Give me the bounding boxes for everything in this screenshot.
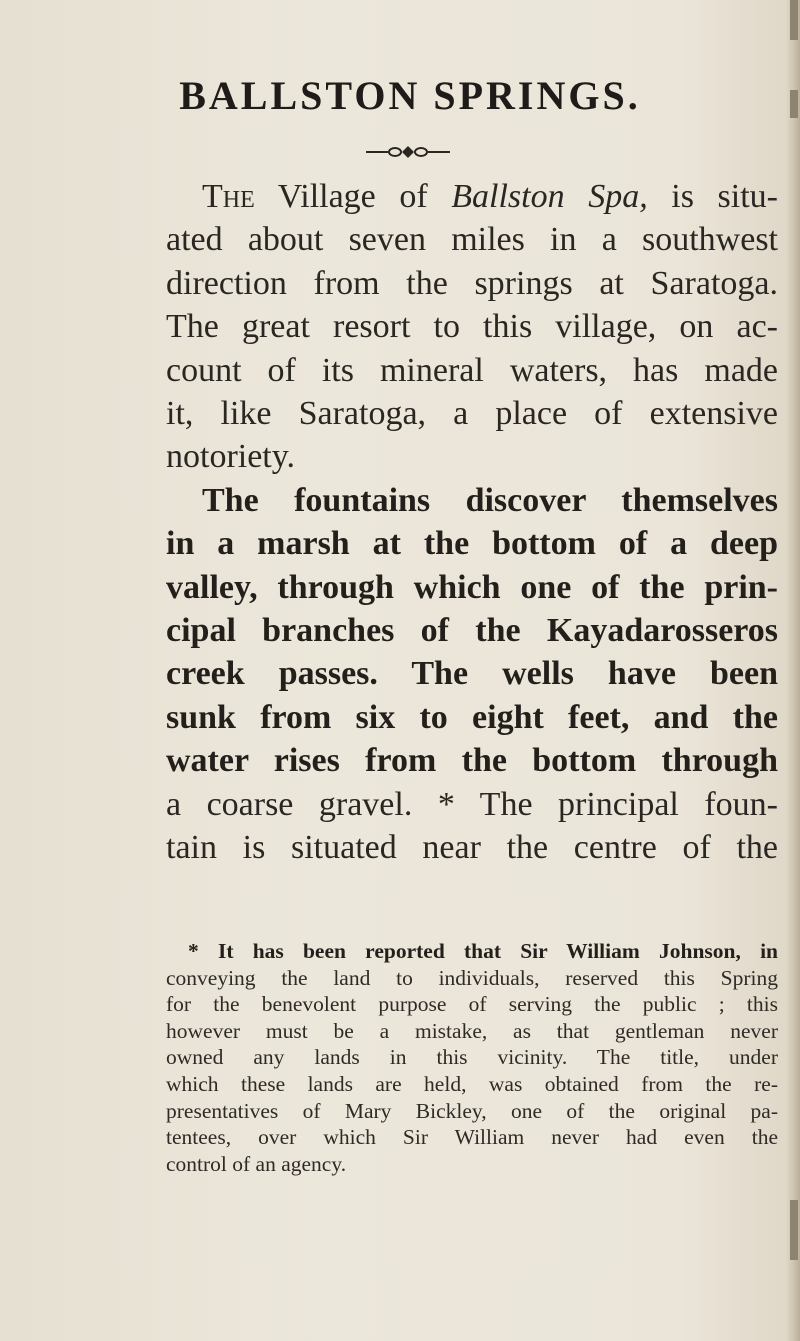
footnote-line: which these lands are held, was obtained from the re- [166, 1071, 778, 1096]
text-line: valley, through which one of the prin- [166, 568, 778, 606]
footnote-line: presentatives of Mary Bickley, one of the original pa- [166, 1098, 778, 1123]
footnote-line: however must be a mistake, as that gentleman never [166, 1018, 778, 1043]
text-line: water rises from the bottom through [166, 742, 778, 780]
text-line: cipal branches of the Kayadarosseros [166, 612, 778, 650]
edge-mark [790, 0, 798, 40]
text-line: direction from the springs at Saratoga. [166, 264, 778, 302]
footnote-line: owned any lands in this vicinity. The title, under [166, 1045, 778, 1070]
footnote-line: conveying the land to individuals, reserved this Spring [166, 965, 778, 990]
text-line: count of its mineral waters, has made [166, 351, 778, 389]
place-name: Ballston Spa, [451, 178, 648, 215]
main-text [166, 175, 778, 870]
line-fragment: Village of [254, 178, 452, 215]
footnote [166, 938, 778, 1177]
ornament-rule-icon [358, 145, 458, 159]
edge-mark [790, 1200, 798, 1260]
text-line [166, 175, 778, 218]
first-word: The [202, 178, 255, 215]
text-line: The great resort to this village, on ac- [166, 308, 778, 346]
page-edge-shadow [786, 0, 800, 1341]
footnote-line: tentees, over which Sir William never had even the [166, 1125, 778, 1150]
text-line: The fountains discover themselves [202, 481, 778, 519]
text-line: tain is situated near the centre of the [166, 829, 778, 867]
text-line: notoriety. [166, 438, 296, 476]
edge-mark [790, 90, 798, 118]
footnote-line: * It has been reported that Sir William Johnson, in [188, 939, 778, 963]
text-line: creek passes. The wells have been [166, 655, 778, 693]
text-line: a coarse gravel. * The principal foun- [166, 785, 778, 823]
text-line: ated about seven miles in a southwest [166, 221, 778, 259]
footnote-line: control of an agency. [166, 1151, 347, 1176]
text-line: sunk from six to eight feet, and the [166, 698, 778, 736]
line-fragment: is situ- [647, 178, 778, 215]
text-line: it, like Saratoga, a place of extensive [166, 395, 778, 433]
text-line: in a marsh at the bottom of a deep [166, 525, 778, 563]
page-title: BALLSTON SPRINGS. [179, 73, 641, 118]
footnote-line: for the benevolent purpose of serving the public ; this [166, 992, 778, 1017]
